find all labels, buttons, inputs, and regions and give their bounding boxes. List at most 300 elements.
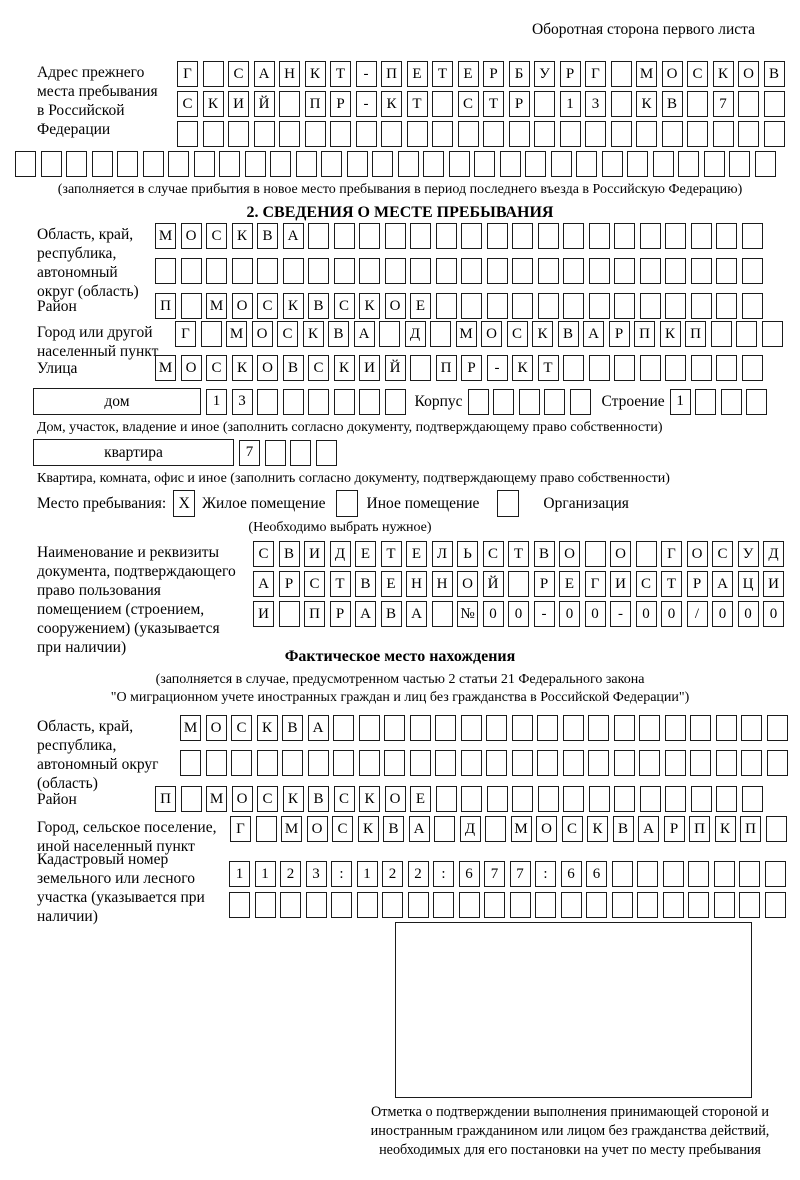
form-cell[interactable]: К: [381, 91, 402, 117]
form-cell[interactable]: [359, 258, 380, 284]
form-cell[interactable]: [143, 151, 164, 177]
form-cell[interactable]: К: [203, 91, 224, 117]
form-cell[interactable]: [487, 258, 508, 284]
form-cell[interactable]: [379, 321, 400, 347]
form-cell[interactable]: [534, 91, 555, 117]
form-cell[interactable]: [665, 786, 686, 812]
form-cell[interactable]: [665, 223, 686, 249]
form-cell[interactable]: [611, 91, 632, 117]
form-cell[interactable]: М: [636, 61, 657, 87]
form-cell[interactable]: М: [206, 786, 227, 812]
form-cell[interactable]: С: [562, 816, 583, 842]
form-cell[interactable]: -: [610, 601, 631, 627]
form-cell[interactable]: [180, 750, 201, 776]
form-cell[interactable]: [468, 389, 489, 415]
form-cell[interactable]: В: [257, 223, 278, 249]
form-cell[interactable]: К: [359, 293, 380, 319]
document-line-1[interactable]: [253, 541, 784, 567]
form-cell[interactable]: [177, 121, 198, 147]
form-cell[interactable]: Р: [279, 571, 300, 597]
form-cell[interactable]: О: [610, 541, 631, 567]
form-cell[interactable]: П: [689, 816, 710, 842]
form-cell[interactable]: 0: [483, 601, 504, 627]
form-cell[interactable]: Т: [381, 541, 402, 567]
form-cell[interactable]: В: [534, 541, 555, 567]
form-cell[interactable]: [280, 892, 301, 918]
form-cell[interactable]: А: [308, 715, 329, 741]
form-cell[interactable]: [381, 121, 402, 147]
form-cell[interactable]: А: [712, 571, 733, 597]
form-cell[interactable]: К: [334, 355, 355, 381]
form-cell[interactable]: Й: [483, 571, 504, 597]
form-cell[interactable]: [203, 121, 224, 147]
form-cell[interactable]: С: [257, 786, 278, 812]
form-cell[interactable]: 6: [459, 861, 480, 887]
form-cell[interactable]: С: [206, 223, 227, 249]
form-cell[interactable]: 2: [280, 861, 301, 887]
form-cell[interactable]: К: [636, 91, 657, 117]
form-cell[interactable]: [408, 892, 429, 918]
form-cell[interactable]: [203, 61, 224, 87]
form-cell[interactable]: Л: [432, 541, 453, 567]
form-cell[interactable]: Н: [279, 61, 300, 87]
form-cell[interactable]: [435, 715, 456, 741]
form-cell[interactable]: Д: [763, 541, 784, 567]
form-cell[interactable]: [508, 571, 529, 597]
form-cell[interactable]: [357, 892, 378, 918]
form-cell[interactable]: А: [638, 816, 659, 842]
form-cell[interactable]: [640, 223, 661, 249]
form-cell[interactable]: Т: [508, 541, 529, 567]
form-cell[interactable]: К: [532, 321, 553, 347]
form-cell[interactable]: [181, 786, 202, 812]
form-cell[interactable]: П: [634, 321, 655, 347]
form-cell[interactable]: С: [228, 61, 249, 87]
form-cell[interactable]: [637, 892, 658, 918]
form-cell[interactable]: [614, 293, 635, 319]
form-cell[interactable]: Р: [330, 91, 351, 117]
form-cell[interactable]: [229, 892, 250, 918]
form-cell[interactable]: [563, 223, 584, 249]
form-cell[interactable]: [331, 892, 352, 918]
form-cell[interactable]: [714, 892, 735, 918]
form-cell[interactable]: Т: [538, 355, 559, 381]
form-cell[interactable]: [372, 151, 393, 177]
form-cell[interactable]: 6: [561, 861, 582, 887]
form-cell[interactable]: [493, 389, 514, 415]
form-cell[interactable]: [586, 892, 607, 918]
form-cell[interactable]: [206, 258, 227, 284]
form-cell[interactable]: [283, 258, 304, 284]
form-cell[interactable]: В: [283, 355, 304, 381]
form-cell[interactable]: [588, 750, 609, 776]
form-cell[interactable]: [359, 389, 380, 415]
form-cell[interactable]: [257, 258, 278, 284]
form-cell[interactable]: [359, 715, 380, 741]
form-cell[interactable]: [716, 223, 737, 249]
form-cell[interactable]: [716, 258, 737, 284]
form-cell[interactable]: О: [559, 541, 580, 567]
form-cell[interactable]: С: [231, 715, 252, 741]
form-cell[interactable]: Г: [230, 816, 251, 842]
form-cell[interactable]: Н: [406, 571, 427, 597]
oblast-line-1[interactable]: [155, 223, 763, 249]
factual-gorod-line-1[interactable]: [230, 816, 787, 842]
form-cell[interactable]: К: [283, 786, 304, 812]
form-cell[interactable]: С: [253, 541, 274, 567]
form-cell[interactable]: [410, 223, 431, 249]
form-cell[interactable]: [764, 91, 785, 117]
rayon-line-1[interactable]: [155, 293, 763, 319]
form-cell[interactable]: [436, 786, 457, 812]
form-cell[interactable]: А: [354, 321, 375, 347]
form-cell[interactable]: [432, 91, 453, 117]
form-cell[interactable]: [766, 816, 787, 842]
form-cell[interactable]: [257, 750, 278, 776]
form-cell[interactable]: Б: [509, 61, 530, 87]
form-cell[interactable]: [436, 223, 457, 249]
mesto-option2-checkbox[interactable]: [336, 490, 358, 517]
form-cell[interactable]: [385, 389, 406, 415]
form-cell[interactable]: [436, 258, 457, 284]
form-cell[interactable]: [308, 223, 329, 249]
form-cell[interactable]: О: [738, 61, 759, 87]
form-cell[interactable]: [434, 816, 455, 842]
form-cell[interactable]: [316, 440, 337, 466]
form-cell[interactable]: 0: [636, 601, 657, 627]
form-cell[interactable]: [432, 601, 453, 627]
form-cell[interactable]: [690, 750, 711, 776]
form-cell[interactable]: К: [283, 293, 304, 319]
form-cell[interactable]: [359, 750, 380, 776]
form-cell[interactable]: Р: [560, 61, 581, 87]
form-cell[interactable]: [742, 258, 763, 284]
form-cell[interactable]: С: [257, 293, 278, 319]
form-cell[interactable]: 6: [586, 861, 607, 887]
form-cell[interactable]: [563, 355, 584, 381]
form-cell[interactable]: [168, 151, 189, 177]
form-cell[interactable]: М: [226, 321, 247, 347]
form-cell[interactable]: Е: [410, 786, 431, 812]
form-cell[interactable]: [430, 321, 451, 347]
form-cell[interactable]: М: [206, 293, 227, 319]
form-cell[interactable]: Р: [509, 91, 530, 117]
form-cell[interactable]: [308, 258, 329, 284]
form-cell[interactable]: О: [481, 321, 502, 347]
form-cell[interactable]: [410, 715, 431, 741]
confirmation-stamp-box[interactable]: [395, 922, 752, 1098]
form-cell[interactable]: [640, 293, 661, 319]
form-cell[interactable]: 1: [206, 389, 227, 415]
form-cell[interactable]: 1: [560, 91, 581, 117]
form-cell[interactable]: А: [406, 601, 427, 627]
form-cell[interactable]: С: [206, 355, 227, 381]
form-cell[interactable]: [512, 293, 533, 319]
factual-oblast-line-1[interactable]: [180, 715, 788, 741]
form-cell[interactable]: Т: [432, 61, 453, 87]
form-cell[interactable]: [713, 121, 734, 147]
form-cell[interactable]: [334, 223, 355, 249]
form-cell[interactable]: 3: [306, 861, 327, 887]
form-cell[interactable]: В: [662, 91, 683, 117]
form-cell[interactable]: [588, 715, 609, 741]
form-cell[interactable]: 1: [670, 389, 691, 415]
form-cell[interactable]: С: [636, 571, 657, 597]
form-cell[interactable]: [410, 750, 431, 776]
form-cell[interactable]: [333, 715, 354, 741]
form-cell[interactable]: [256, 816, 277, 842]
form-cell[interactable]: [535, 892, 556, 918]
form-cell[interactable]: Е: [355, 541, 376, 567]
form-cell[interactable]: С: [277, 321, 298, 347]
form-cell[interactable]: [714, 861, 735, 887]
form-cell[interactable]: 0: [585, 601, 606, 627]
form-cell[interactable]: [308, 389, 329, 415]
document-line-3[interactable]: [253, 601, 784, 627]
prev-address-line-2[interactable]: [177, 91, 785, 117]
form-cell[interactable]: [765, 892, 786, 918]
form-cell[interactable]: С: [507, 321, 528, 347]
form-cell[interactable]: Е: [410, 293, 431, 319]
form-cell[interactable]: [435, 750, 456, 776]
dom-cells[interactable]: [206, 389, 406, 415]
form-cell[interactable]: [560, 121, 581, 147]
form-cell[interactable]: 0: [712, 601, 733, 627]
form-cell[interactable]: [282, 750, 303, 776]
form-cell[interactable]: :: [433, 861, 454, 887]
form-cell[interactable]: Т: [330, 61, 351, 87]
form-cell[interactable]: Г: [175, 321, 196, 347]
form-cell[interactable]: [461, 715, 482, 741]
form-cell[interactable]: О: [385, 786, 406, 812]
form-cell[interactable]: В: [308, 786, 329, 812]
form-cell[interactable]: /: [687, 601, 708, 627]
form-cell[interactable]: [687, 121, 708, 147]
stroenie-cells[interactable]: [670, 389, 768, 415]
form-cell[interactable]: [544, 389, 565, 415]
form-cell[interactable]: [662, 121, 683, 147]
form-cell[interactable]: [283, 389, 304, 415]
factual-rayon-line-1[interactable]: [155, 786, 763, 812]
form-cell[interactable]: [359, 223, 380, 249]
form-cell[interactable]: [687, 91, 708, 117]
form-cell[interactable]: [306, 892, 327, 918]
form-cell[interactable]: О: [232, 786, 253, 812]
form-cell[interactable]: О: [257, 355, 278, 381]
form-cell[interactable]: В: [279, 541, 300, 567]
form-cell[interactable]: [333, 750, 354, 776]
form-cell[interactable]: [279, 601, 300, 627]
form-cell[interactable]: [410, 258, 431, 284]
form-cell[interactable]: М: [456, 321, 477, 347]
form-cell[interactable]: Е: [559, 571, 580, 597]
form-cell[interactable]: [433, 892, 454, 918]
form-cell[interactable]: 2: [408, 861, 429, 887]
form-cell[interactable]: [585, 541, 606, 567]
form-cell[interactable]: В: [383, 816, 404, 842]
form-cell[interactable]: В: [328, 321, 349, 347]
form-cell[interactable]: А: [254, 61, 275, 87]
form-cell[interactable]: [206, 750, 227, 776]
form-cell[interactable]: [487, 293, 508, 319]
form-cell[interactable]: [461, 223, 482, 249]
form-cell[interactable]: [538, 223, 559, 249]
form-cell[interactable]: 3: [585, 91, 606, 117]
form-cell[interactable]: Е: [406, 541, 427, 567]
form-cell[interactable]: [461, 786, 482, 812]
form-cell[interactable]: [15, 151, 36, 177]
form-cell[interactable]: 0: [661, 601, 682, 627]
form-cell[interactable]: [691, 258, 712, 284]
form-cell[interactable]: П: [381, 61, 402, 87]
form-cell[interactable]: [509, 121, 530, 147]
form-cell[interactable]: [232, 258, 253, 284]
form-cell[interactable]: [563, 258, 584, 284]
form-cell[interactable]: Т: [407, 91, 428, 117]
form-cell[interactable]: [614, 750, 635, 776]
form-cell[interactable]: [665, 293, 686, 319]
form-cell[interactable]: Д: [330, 541, 351, 567]
form-cell[interactable]: [563, 786, 584, 812]
korpus-cells[interactable]: [468, 389, 591, 415]
form-cell[interactable]: [290, 440, 311, 466]
form-cell[interactable]: В: [558, 321, 579, 347]
form-cell[interactable]: [487, 786, 508, 812]
form-cell[interactable]: [279, 91, 300, 117]
form-cell[interactable]: [721, 389, 742, 415]
form-cell[interactable]: [330, 121, 351, 147]
form-cell[interactable]: О: [687, 541, 708, 567]
form-cell[interactable]: [665, 750, 686, 776]
form-cell[interactable]: У: [738, 541, 759, 567]
form-cell[interactable]: [461, 258, 482, 284]
form-cell[interactable]: 7: [713, 91, 734, 117]
form-cell[interactable]: [181, 258, 202, 284]
form-cell[interactable]: [385, 223, 406, 249]
form-cell[interactable]: О: [662, 61, 683, 87]
form-cell[interactable]: И: [610, 571, 631, 597]
form-cell[interactable]: К: [303, 321, 324, 347]
form-cell[interactable]: [255, 892, 276, 918]
form-cell[interactable]: М: [281, 816, 302, 842]
form-cell[interactable]: [742, 293, 763, 319]
form-cell[interactable]: [742, 355, 763, 381]
form-cell[interactable]: С: [177, 91, 198, 117]
form-cell[interactable]: О: [181, 355, 202, 381]
form-cell[interactable]: [423, 151, 444, 177]
form-cell[interactable]: [563, 715, 584, 741]
form-cell[interactable]: [716, 715, 737, 741]
form-cell[interactable]: С: [458, 91, 479, 117]
form-cell[interactable]: [512, 223, 533, 249]
form-cell[interactable]: [538, 293, 559, 319]
form-cell[interactable]: [764, 121, 785, 147]
form-cell[interactable]: Г: [585, 61, 606, 87]
form-cell[interactable]: [614, 223, 635, 249]
form-cell[interactable]: Р: [687, 571, 708, 597]
form-cell[interactable]: С: [687, 61, 708, 87]
form-cell[interactable]: [512, 258, 533, 284]
form-cell[interactable]: [561, 892, 582, 918]
form-cell[interactable]: [512, 786, 533, 812]
form-cell[interactable]: [305, 121, 326, 147]
form-cell[interactable]: [691, 355, 712, 381]
form-cell[interactable]: Ь: [457, 541, 478, 567]
form-cell[interactable]: [407, 121, 428, 147]
form-cell[interactable]: [653, 151, 674, 177]
form-cell[interactable]: [585, 121, 606, 147]
form-cell[interactable]: [678, 151, 699, 177]
form-cell[interactable]: [746, 389, 767, 415]
form-cell[interactable]: А: [283, 223, 304, 249]
form-cell[interactable]: [570, 389, 591, 415]
form-cell[interactable]: [614, 258, 635, 284]
form-cell[interactable]: №: [457, 601, 478, 627]
form-cell[interactable]: [663, 892, 684, 918]
form-cell[interactable]: [612, 861, 633, 887]
form-cell[interactable]: [729, 151, 750, 177]
form-cell[interactable]: [257, 389, 278, 415]
form-cell[interactable]: [245, 151, 266, 177]
form-cell[interactable]: [228, 121, 249, 147]
form-cell[interactable]: [716, 293, 737, 319]
form-cell[interactable]: [739, 861, 760, 887]
form-cell[interactable]: Д: [460, 816, 481, 842]
form-cell[interactable]: О: [385, 293, 406, 319]
form-cell[interactable]: [739, 892, 760, 918]
form-cell[interactable]: К: [358, 816, 379, 842]
form-cell[interactable]: [356, 121, 377, 147]
form-cell[interactable]: [347, 151, 368, 177]
form-cell[interactable]: К: [232, 223, 253, 249]
form-cell[interactable]: [181, 293, 202, 319]
form-cell[interactable]: К: [587, 816, 608, 842]
form-cell[interactable]: [589, 786, 610, 812]
form-cell[interactable]: М: [180, 715, 201, 741]
form-cell[interactable]: 1: [229, 861, 250, 887]
form-cell[interactable]: [688, 892, 709, 918]
form-cell[interactable]: [500, 151, 521, 177]
form-cell[interactable]: Р: [664, 816, 685, 842]
form-cell[interactable]: [665, 715, 686, 741]
form-cell[interactable]: А: [253, 571, 274, 597]
form-cell[interactable]: [461, 293, 482, 319]
form-cell[interactable]: 1: [255, 861, 276, 887]
form-cell[interactable]: [738, 91, 759, 117]
form-cell[interactable]: О: [307, 816, 328, 842]
form-cell[interactable]: [738, 121, 759, 147]
form-cell[interactable]: [691, 786, 712, 812]
form-cell[interactable]: [231, 750, 252, 776]
form-cell[interactable]: [665, 355, 686, 381]
form-cell[interactable]: [614, 355, 635, 381]
form-cell[interactable]: 0: [738, 601, 759, 627]
prev-address-line-3[interactable]: [177, 121, 785, 147]
form-cell[interactable]: [665, 258, 686, 284]
form-cell[interactable]: 7: [239, 440, 260, 466]
form-cell[interactable]: П: [155, 293, 176, 319]
form-cell[interactable]: [486, 750, 507, 776]
form-cell[interactable]: 2: [382, 861, 403, 887]
form-cell[interactable]: [519, 389, 540, 415]
form-cell[interactable]: 0: [559, 601, 580, 627]
form-cell[interactable]: К: [305, 61, 326, 87]
form-cell[interactable]: С: [332, 816, 353, 842]
form-cell[interactable]: [602, 151, 623, 177]
form-cell[interactable]: И: [304, 541, 325, 567]
form-cell[interactable]: [711, 321, 732, 347]
form-cell[interactable]: [691, 293, 712, 319]
